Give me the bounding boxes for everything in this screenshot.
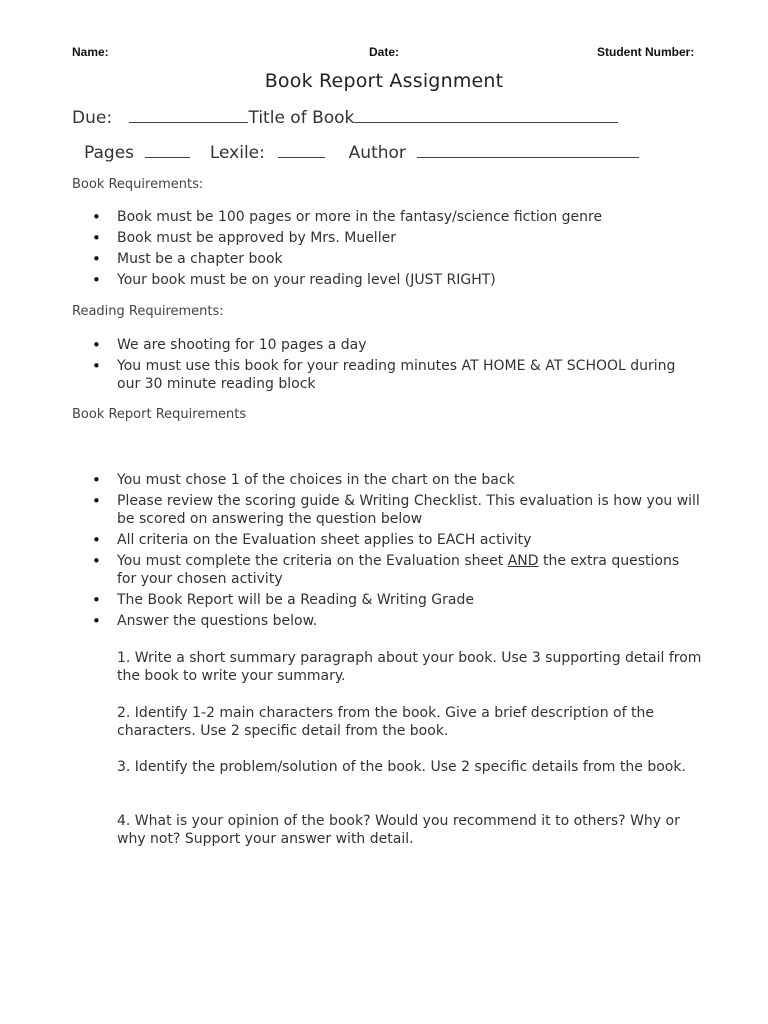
list-item: • Please review the scoring guide & Writing Checklist. This evaluation is how you will be scored on answering the question below <box>90 492 700 528</box>
emphasis-and: AND <box>507 553 539 569</box>
title-of-book-blank[interactable] <box>354 107 618 123</box>
due-title-row <box>72 107 618 128</box>
list-item: • Book must be 100 pages or more in the fantasy/science fiction genre <box>90 208 700 226</box>
lexile-blank[interactable] <box>278 142 325 158</box>
question-1: 1. Write a short summary paragraph about your book. Use 3 supporting detail from the book to write your summary. <box>117 650 702 684</box>
student-number-label: Student Number: <box>597 45 695 59</box>
list-item: • We are shooting for 10 pages a day <box>90 336 700 354</box>
due-blank[interactable] <box>129 107 248 123</box>
book-report-requirements-heading: Book Report Requirements <box>72 407 247 422</box>
question-2: 2. Identify 1-2 main characters from the book. Give a brief description of the characters. Use 2 specific detail from the book. <box>117 705 654 739</box>
date-label: Date: <box>369 45 400 59</box>
pages-label: Pages <box>84 143 135 163</box>
book-requirements-heading: Book Requirements: <box>72 177 204 192</box>
title-of-book-label: Title of Book <box>248 108 355 128</box>
item-text-after: the extra questions for your chosen activity <box>117 553 680 587</box>
list-item: • You must chose 1 of the choices in the chart on the back <box>90 471 700 489</box>
item-text-before: You must complete the criteria on the Evaluation sheet <box>117 553 508 569</box>
author-blank[interactable] <box>417 142 639 158</box>
list-item: • Your book must be on your reading level (JUST RIGHT) <box>90 271 700 289</box>
list-item <box>90 552 700 588</box>
pages-blank[interactable] <box>145 142 190 158</box>
reading-requirements-list <box>90 336 700 393</box>
author-label: Author <box>348 143 406 163</box>
reading-requirements-heading: Reading Requirements: <box>72 304 224 319</box>
book-report-requirements-list <box>90 471 700 630</box>
page-title: Book Report Assignment <box>264 70 504 92</box>
list-item: • Must be a chapter book <box>90 250 700 268</box>
list-item: • Book must be approved by Mrs. Mueller <box>90 229 700 247</box>
book-requirements-list <box>90 208 700 289</box>
list-item: • The Book Report will be a Reading & Writing Grade <box>90 591 700 609</box>
lexile-label: Lexile: <box>209 143 265 163</box>
due-label: Due: <box>72 108 113 128</box>
pages-lexile-author-row <box>84 142 639 163</box>
list-item: • You must use this book for your reading minutes AT HOME & AT SCHOOL during our 30 minute reading block <box>90 357 700 393</box>
question-4: 4. What is your opinion of the book? Would you recommend it to others? Why or why not? Support your answer with detail. <box>117 813 680 847</box>
list-item: • All criteria on the Evaluation sheet applies to EACH activity <box>90 531 700 549</box>
list-item: • Answer the questions below. <box>90 612 700 630</box>
name-label: Name: <box>72 45 109 59</box>
question-3: 3. Identify the problem/solution of the book. Use 2 specific details from the book. <box>117 759 686 775</box>
